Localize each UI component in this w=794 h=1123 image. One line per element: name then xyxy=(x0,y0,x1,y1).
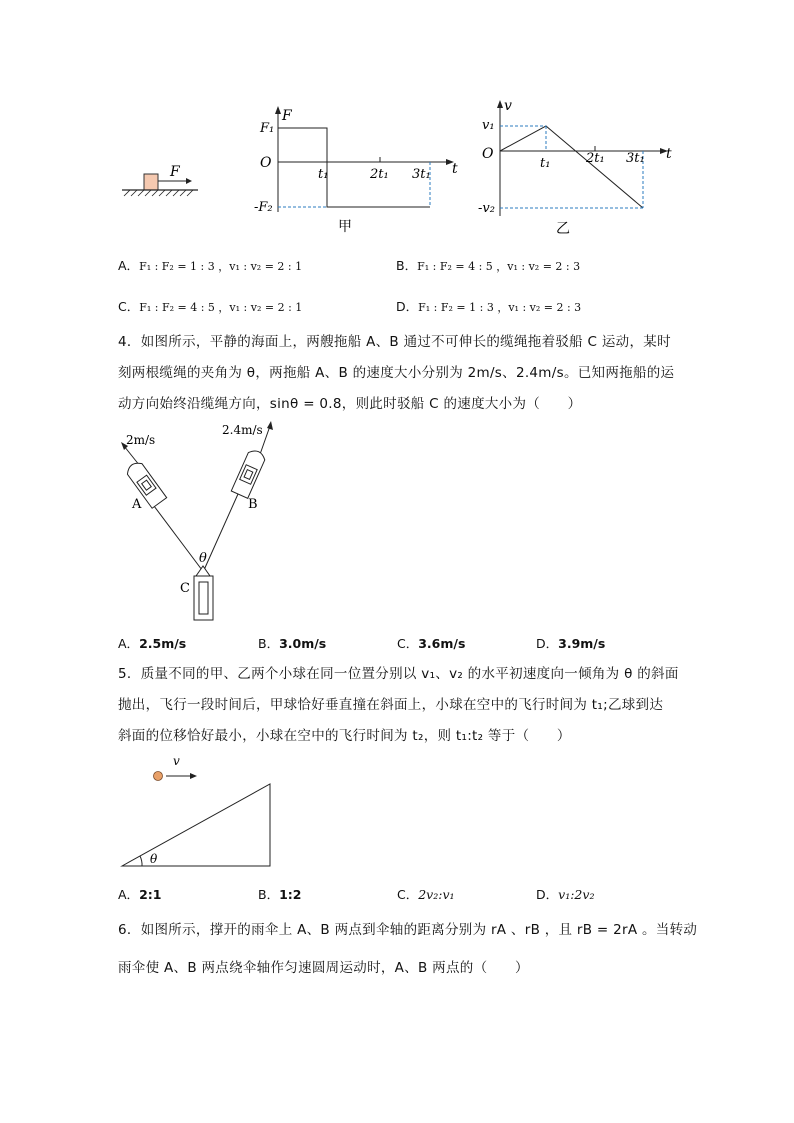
q5-option-d[interactable] xyxy=(536,885,594,903)
q3-option-a-text: F₁ : F₂ = 1 : 3 ，v₁ : v₂ = 2 : 1 xyxy=(139,260,303,273)
q3-option-c-text: F₁ : F₂ = 4 : 5 ，v₁ : v₂ = 2 : 1 xyxy=(139,301,303,314)
jia-origin: O xyxy=(260,155,272,171)
graph-jia xyxy=(252,100,467,240)
q4-stem-line3: 动方向始终沿缆绳方向，sinθ = 0.8，则此时驳船 C 的速度大小为（ ） xyxy=(118,396,582,412)
yi-caption: 乙 xyxy=(556,221,570,237)
q5-option-a-label: A． xyxy=(118,887,140,902)
q5-option-a-text: 2:1 xyxy=(139,887,162,902)
jia-y-tick-top: F₁ xyxy=(260,121,275,136)
q5-option-c-label: C． xyxy=(397,887,419,902)
yi-x-tick-2: 2t₁ xyxy=(586,151,605,166)
force-label: F xyxy=(170,164,180,180)
q4-stem-line2: 刻两根缆绳的夹角为 θ，两拖船 A、B 的速度大小分别为 2m/s、2.4m/s。已知两拖船的运 xyxy=(118,365,675,381)
q4-speed-b: 2.4m/s xyxy=(222,423,263,437)
q4-option-a-text: 2.5m/s xyxy=(139,636,187,651)
cable-a xyxy=(154,506,202,570)
q5-option-d-text: v₁:2v₂ xyxy=(558,887,595,902)
q4-option-d[interactable] xyxy=(536,634,605,652)
velocity-arrow-b-head xyxy=(267,421,273,430)
jia-force-line xyxy=(278,128,430,207)
q3-option-a-label: A． xyxy=(118,258,140,273)
q4-angle: θ xyxy=(199,551,207,566)
q5-stem-line2: 抛出，飞行一段时间后，甲球恰好垂直撞在斜面上，小球在空中的飞行时间为 t₁;乙球到达 xyxy=(118,697,664,713)
q5-option-b-text: 1:2 xyxy=(279,887,302,902)
block xyxy=(144,174,158,190)
yi-y-tick-bottom: -v₂ xyxy=(478,201,495,216)
jia-x-tick-1: t₁ xyxy=(318,167,329,182)
graph-yi xyxy=(478,96,678,244)
jia-caption: 甲 xyxy=(338,219,352,235)
q4-option-d-label: D． xyxy=(536,636,559,651)
jia-x-tick-2: 2t₁ xyxy=(370,167,389,182)
q3-option-c[interactable] xyxy=(118,297,302,315)
yi-x-tick-3: 3t₁ xyxy=(626,151,645,166)
q3-option-a[interactable] xyxy=(118,256,302,274)
cable-b xyxy=(204,494,238,570)
q3-option-d-text: F₁ : F₂ = 1 : 3 ，v₁ : v₂ = 2 : 3 xyxy=(418,301,582,314)
yi-origin: O xyxy=(482,146,494,162)
q5-incline-figure xyxy=(118,752,278,870)
q3-option-b-label: B． xyxy=(396,258,418,273)
q4-speed-a: 2m/s xyxy=(126,433,156,447)
yi-velocity-line xyxy=(500,126,643,208)
yi-y-tick-top: v₁ xyxy=(482,118,495,133)
q5-stem-line1: 5．质量不同的甲、乙两个小球在同一位置分别以 v₁、v₂ 的水平初速度向一倾角为 θ 的斜面 xyxy=(118,666,679,682)
jia-y-label: F xyxy=(282,108,292,124)
q4-label-a: A xyxy=(132,497,142,512)
jia-y-tick-bottom: -F₂ xyxy=(254,200,273,215)
q5-option-d-label: D． xyxy=(536,887,559,902)
jia-x-tick-3: 3t₁ xyxy=(412,167,431,182)
q4-stem-line1: 4．如图所示，平静的海面上，两艘拖船 A、B 通过不可伸长的缆绳拖着驳船 C 运动，某时 xyxy=(118,334,671,350)
q4-option-b[interactable] xyxy=(258,634,326,652)
incline xyxy=(122,784,270,866)
q5-option-c-text: 2v₂:v₁ xyxy=(418,887,455,902)
q3-option-d[interactable] xyxy=(396,297,581,315)
yi-y-arrow xyxy=(497,100,503,108)
jia-y-arrow xyxy=(275,106,281,114)
q3-option-b-text: F₁ : F₂ = 4 : 5 ，v₁ : v₂ = 2 : 3 xyxy=(417,260,581,273)
force-arrow-head xyxy=(186,178,192,184)
q5-velocity-arrow-head xyxy=(190,773,197,779)
yi-y-label: v xyxy=(504,98,512,114)
q6-stem-line1: 6．如图所示，撑开的雨伞上 A、B 两点到伞轴的距离分别为 rA 、rB ，且 rB = 2rA 。当转动 xyxy=(118,922,698,938)
q4-boats-figure xyxy=(118,418,288,630)
q4-label-b: B xyxy=(248,497,258,512)
q3-option-d-label: D． xyxy=(396,299,419,314)
boat-a xyxy=(124,460,166,509)
q6-stem-line2: 雨伞使 A、B 两点绕伞轴作匀速圆周运动时，A、B 两点的（ ） xyxy=(118,960,529,976)
block-on-ground-figure xyxy=(118,160,200,200)
q5-option-a[interactable] xyxy=(118,885,161,903)
q5-angle: θ xyxy=(150,852,158,866)
q4-option-c-label: C． xyxy=(397,636,419,651)
q5-stem-line3: 斜面的位移恰好最小，小球在空中的飞行时间为 t₂，则 t₁:t₂ 等于（ ） xyxy=(118,728,571,744)
q4-option-d-text: 3.9m/s xyxy=(558,636,606,651)
yi-x-label: t xyxy=(666,146,672,162)
q3-option-c-label: C． xyxy=(118,299,140,314)
q4-label-c: C xyxy=(180,581,190,596)
q5-velocity-label: v xyxy=(173,754,180,768)
q4-option-a-label: A． xyxy=(118,636,140,651)
q4-option-b-text: 3.0m/s xyxy=(279,636,327,651)
q4-option-a[interactable] xyxy=(118,634,186,652)
barge-c xyxy=(194,566,213,620)
q5-option-b-label: B． xyxy=(258,887,280,902)
ball xyxy=(154,772,163,781)
ground-hatch xyxy=(124,190,193,196)
yi-x-tick-1: t₁ xyxy=(540,156,551,171)
q4-option-c[interactable] xyxy=(397,634,465,652)
q4-option-b-label: B． xyxy=(258,636,280,651)
q4-option-c-text: 3.6m/s xyxy=(418,636,466,651)
q3-option-b[interactable] xyxy=(396,256,580,274)
jia-x-label: t xyxy=(452,161,458,177)
boat-b xyxy=(231,448,267,498)
q5-option-c[interactable] xyxy=(397,885,455,903)
q5-option-b[interactable] xyxy=(258,885,301,903)
